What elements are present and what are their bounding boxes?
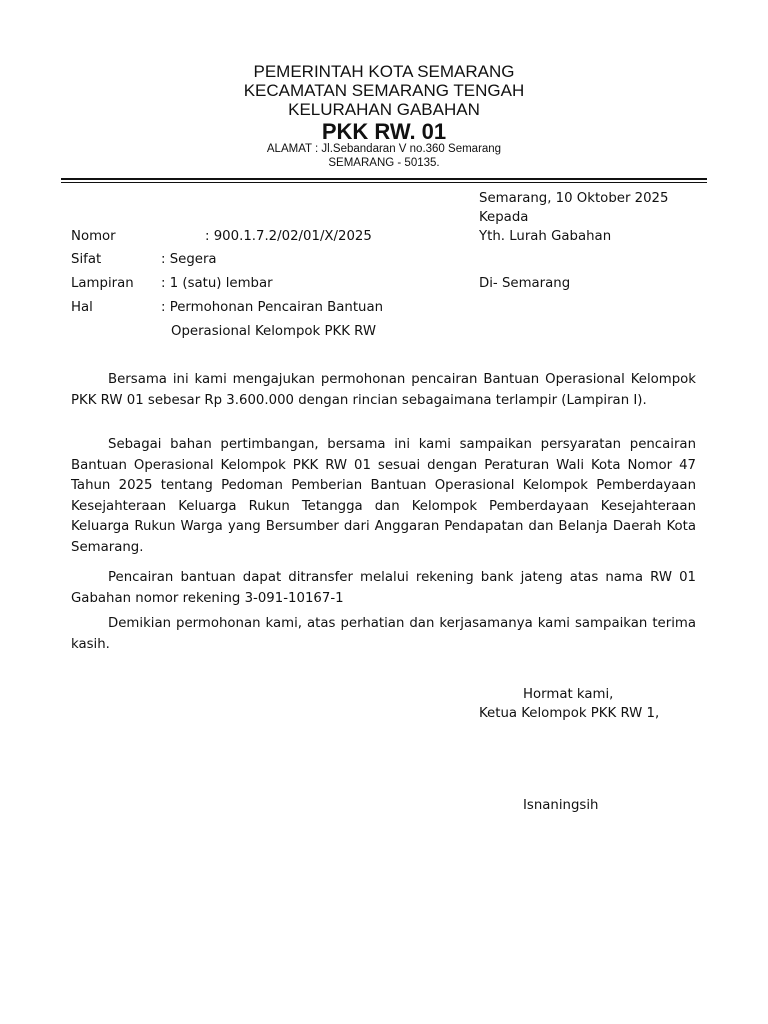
letterhead-village: KELURAHAN GABAHAN xyxy=(288,100,480,119)
hal-value-line2: Operasional Kelompok PKK RW xyxy=(171,324,377,339)
signatory-position: Ketua Kelompok PKK RW 1, xyxy=(479,706,660,721)
hal-label: Hal xyxy=(71,300,93,315)
letterhead-city-postal: SEMARANG - 50135. xyxy=(328,157,440,169)
body-paragraph-transfer: Pencairan bantuan dapat ditransfer melalui rekening bank jateng atas nama RW 01 Gabahan nomor rekening 3-091-10167-1 xyxy=(71,570,696,606)
date-place: Semarang, 10 Oktober 2025 xyxy=(479,191,669,206)
lampiran-value: : 1 (satu) lembar xyxy=(161,276,273,291)
nomor-label: Nomor xyxy=(71,229,116,244)
letterhead-organization: PKK RW. 01 xyxy=(321,119,447,144)
body-paragraph-closing: Demikian permohonan kami, atas perhatian dan kerjasamanya kami sampaikan terima kasih. xyxy=(71,616,696,652)
hal-value-line1: : Permohonan Pencairan Bantuan xyxy=(161,300,384,315)
lampiran-label: Lampiran xyxy=(71,276,134,291)
recipient-kepada: Kepada xyxy=(479,210,529,225)
letterhead-district: KECAMATAN SEMARANG TENGAH xyxy=(243,81,525,100)
recipient-name: Yth. Lurah Gabahan xyxy=(479,229,612,244)
signatory-name: Isnaningsih xyxy=(523,798,599,813)
letterhead-address: ALAMAT : Jl.Sebandaran V no.360 Semarang xyxy=(266,143,502,155)
recipient-location: Di- Semarang xyxy=(479,276,571,291)
letterhead-government: PEMERINTAH KOTA SEMARANG xyxy=(253,62,515,81)
letterhead-divider-thin xyxy=(61,182,707,183)
body-paragraph-requirements: Sebagai bahan pertimbangan, bersama ini kami sampaikan persyaratan pencairan Bantuan Operasional Kelompok PKK RW 01 sesuai dengan Peraturan Wali Kota Nomor 47 Tahun 2025 tentang Pedoman Pemberian Bantuan Operasional Kelompok Pemberdayaan Kesejahteraan Keluarga Rukun Tetangga dan Kelompok Pemberdayaan Kesejahteraan Keluarga Rukun Warga yang Bersumber dari Anggaran Pendapatan dan Belanja Daerah Kota Semarang. xyxy=(71,437,696,555)
sifat-label: Sifat xyxy=(71,252,102,267)
sifat-value: : Segera xyxy=(161,252,217,267)
nomor-value: : 900.1.7.2/02/01/X/2025 xyxy=(205,229,372,244)
letterhead-divider-thick xyxy=(61,178,707,180)
body-paragraph-request: Bersama ini kami mengajukan permohonan pencairan Bantuan Operasional Kelompok PKK RW 01 sebesar Rp 3.600.000 dengan rincian sebagaimana terlampir (Lampiran I). xyxy=(71,372,696,408)
closing-salutation: Hormat kami, xyxy=(523,687,614,702)
